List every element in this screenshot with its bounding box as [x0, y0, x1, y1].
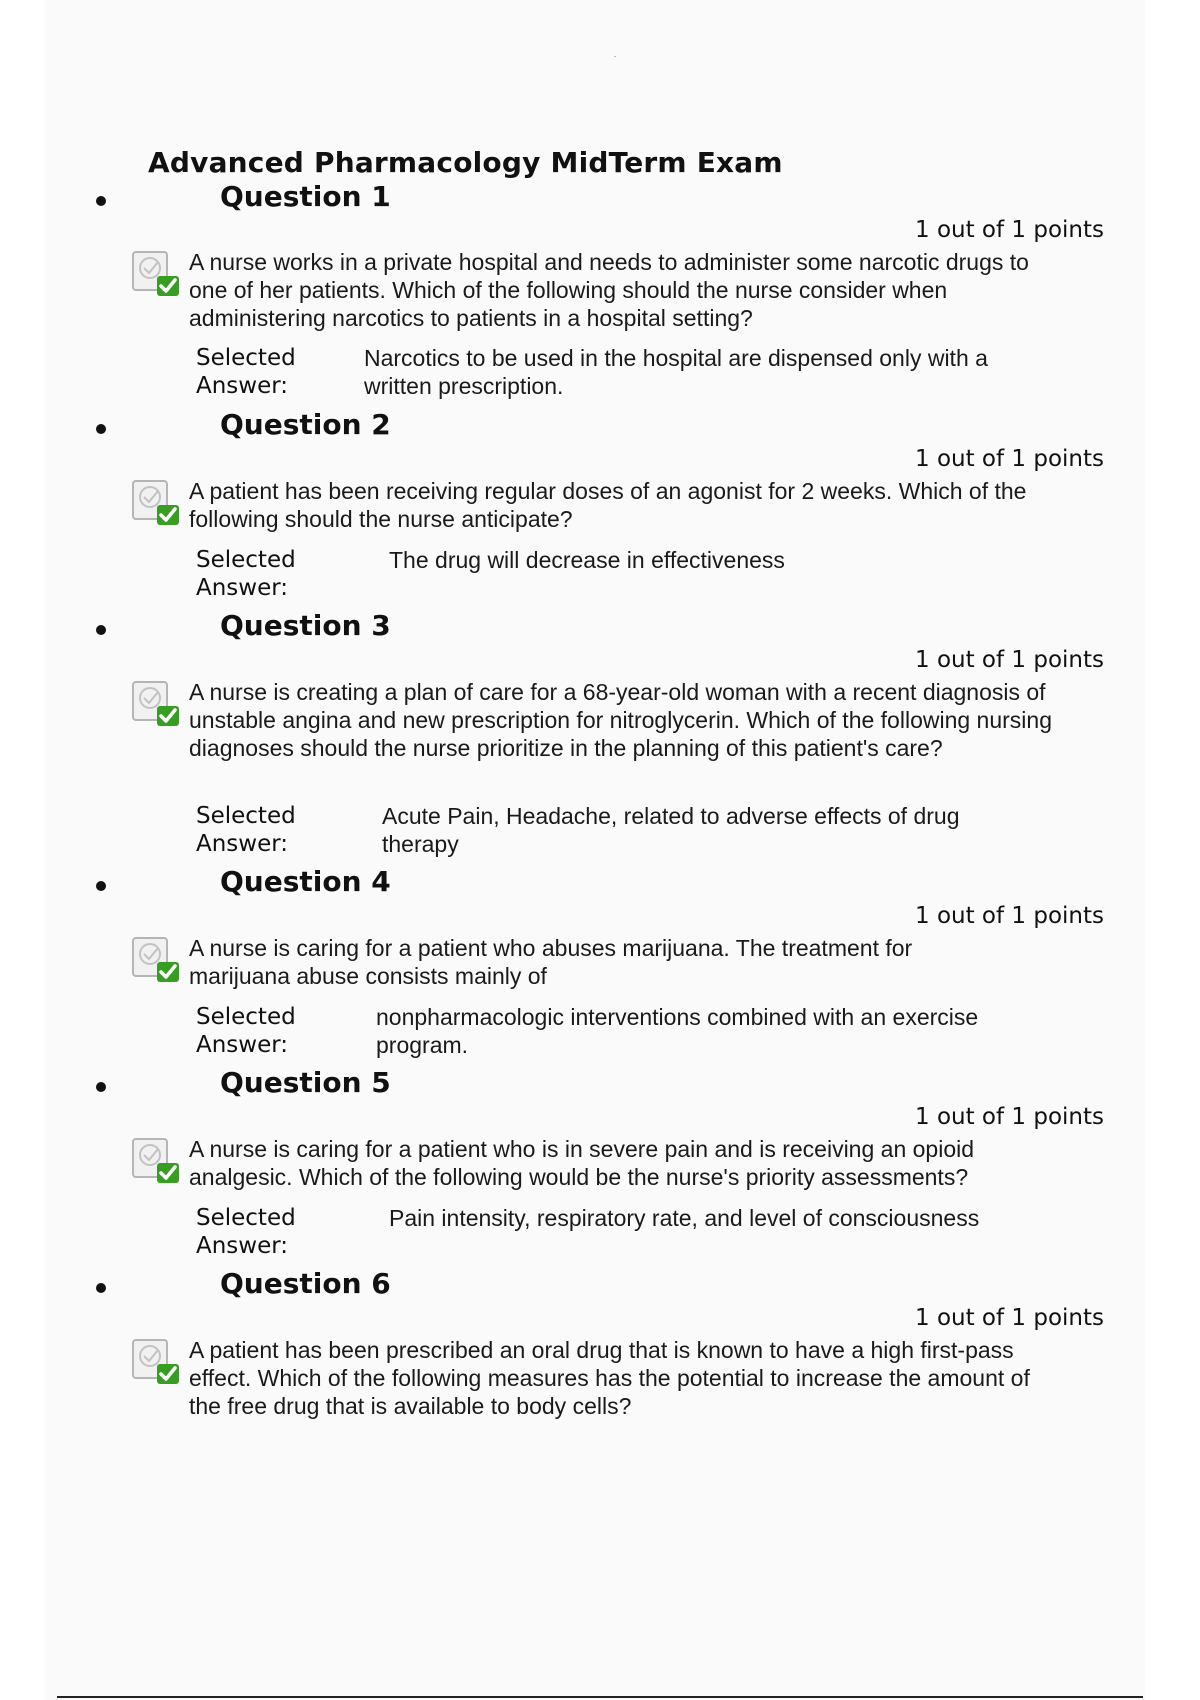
selected-label-line2: Answer: — [196, 575, 289, 601]
question-heading: Question 4 — [220, 865, 391, 898]
correct-check-icon — [131, 248, 183, 298]
bullet — [96, 1082, 106, 1092]
selected-answer-value: nonpharmacologic interventions combined with an exercise program. — [376, 1004, 979, 1058]
bullet — [96, 625, 106, 635]
question-heading: Question 1 — [220, 180, 391, 213]
question-text: A nurse works in a private hospital and needs to administer some narcotic drugs to one of her patients. Which of the following should the nurse consider when administering narcotics to patients in a hospital setting? — [189, 249, 1029, 331]
selected-label-line1: Selected — [196, 345, 296, 371]
question-text: A nurse is caring for a patient who abuses marijuana. The treatment for marijuana abuse consists mainly of — [189, 935, 913, 989]
question-text: A nurse is creating a plan of care for a 68-year-old woman with a recent diagnosis of unstable angina and new prescription for nitroglycerin. Which of the following nursing diagnoses should the nurse prioritize in the planning of this patient's care? — [189, 679, 1052, 761]
selected-label-line1: Selected — [196, 1205, 296, 1231]
selected-answer-label — [196, 1003, 296, 1059]
question-points: 1 out of 1 points — [915, 1305, 1104, 1331]
correct-check-icon — [131, 1336, 183, 1386]
bullet — [96, 1283, 106, 1293]
selected-answer-label — [196, 344, 296, 400]
question-text: A patient has been receiving regular doses of an agonist for 2 weeks. Which of the following should the nurse anticipate? — [189, 478, 1027, 532]
correct-check-icon — [131, 477, 183, 527]
selected-label-line1: Selected — [196, 547, 296, 573]
selected-answer-value: The drug will decrease in effectiveness — [389, 547, 785, 573]
selected-label-line2: Answer: — [196, 1032, 289, 1058]
selected-answer-value: Narcotics to be used in the hospital are dispensed only with a written prescription. — [364, 345, 988, 399]
selected-label-line2: Answer: — [196, 831, 289, 857]
bullet — [96, 196, 106, 206]
selected-answer-label — [196, 546, 296, 602]
question-points: 1 out of 1 points — [915, 903, 1104, 929]
selected-label-line1: Selected — [196, 803, 296, 829]
selected-label-line2: Answer: — [196, 373, 289, 399]
selected-answer-value: Acute Pain, Headache, related to adverse effects of drug therapy — [382, 803, 960, 857]
question-points: 1 out of 1 points — [915, 647, 1104, 673]
question-heading: Question 6 — [220, 1267, 391, 1300]
correct-check-icon — [131, 1135, 183, 1185]
bullet — [96, 424, 106, 434]
question-heading: Question 3 — [220, 609, 391, 642]
selected-answer-label — [196, 1204, 296, 1260]
question-text: A patient has been prescribed an oral drug that is known to have a high first-pass effect. Which of the following measures has the potential to increase the amount of the free drug that is available to body cells? — [189, 1337, 1030, 1419]
selected-label-line2: Answer: — [196, 1233, 289, 1259]
question-points: 1 out of 1 points — [915, 446, 1104, 472]
page-bottom-rule — [57, 1696, 1143, 1698]
question-heading: Question 2 — [220, 408, 391, 441]
selected-answer-value: Pain intensity, respiratory rate, and level of consciousness — [389, 1205, 980, 1231]
selected-answer-label — [196, 802, 296, 858]
question-points: 1 out of 1 points — [915, 1104, 1104, 1130]
selected-label-line1: Selected — [196, 1004, 296, 1030]
exam-title: Advanced Pharmacology MidTerm Exam — [148, 146, 783, 179]
bullet — [96, 881, 106, 891]
scan-speck — [614, 56, 616, 57]
correct-check-icon — [131, 678, 183, 728]
question-text: A nurse is caring for a patient who is in severe pain and is receiving an opioid analgesic. Which of the following would be the nurse's priority assessments? — [189, 1136, 975, 1190]
correct-check-icon — [131, 934, 183, 984]
question-heading: Question 5 — [220, 1066, 391, 1099]
question-points: 1 out of 1 points — [915, 217, 1104, 243]
